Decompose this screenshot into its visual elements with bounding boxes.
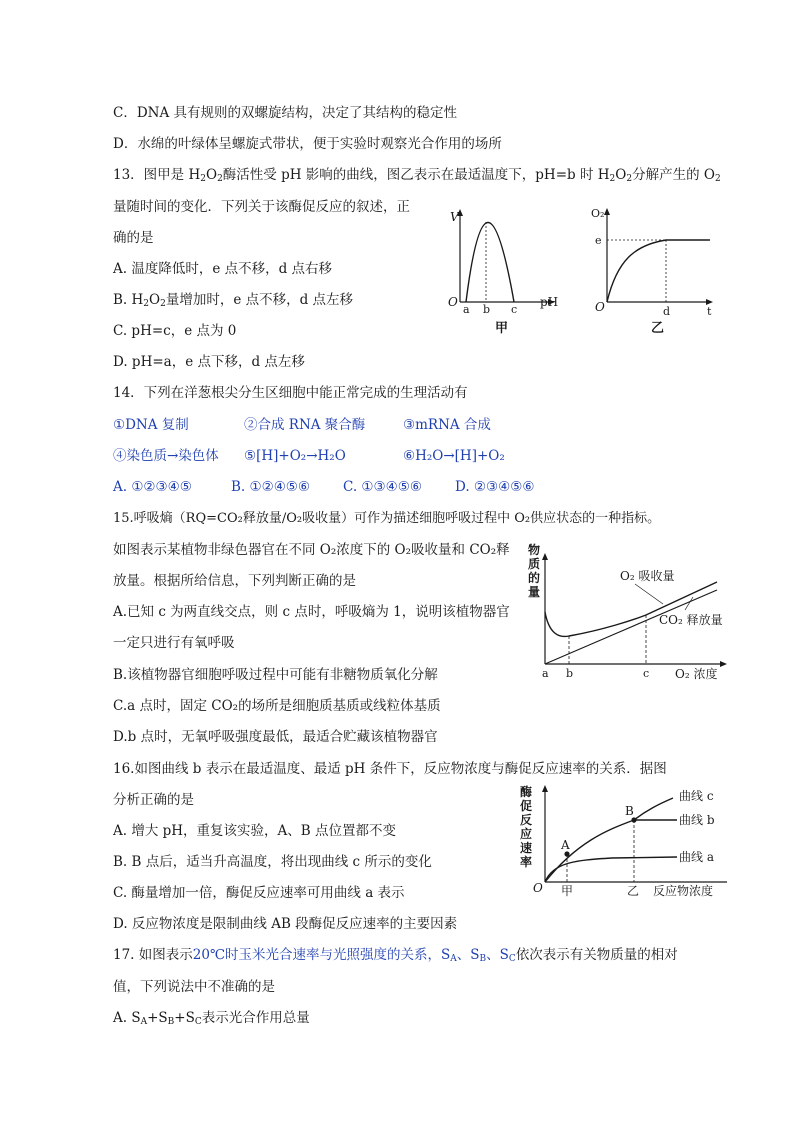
q13-option-d[interactable]: D. pH=a，e 点下移，d 点左移 (113, 354, 305, 370)
figure-q15 (523, 542, 733, 684)
q15-option-c[interactable]: C.a 点时，固定 CO₂的场所是细胞质基质或线粒体基质 (113, 698, 441, 714)
q15-y-label-2: 质 (528, 557, 541, 571)
yi-tick-d: d (663, 305, 671, 318)
q13-option-c[interactable]: C. pH=c，e 点为 0 (113, 323, 237, 339)
q16-y-label-4: 应 (520, 827, 533, 841)
q15-y-label-3: 的 (528, 571, 541, 585)
figure-jia (430, 205, 570, 340)
q16-x-label: 反应物浓度 (653, 884, 714, 898)
q16-y-label-1: 酶 (520, 785, 533, 799)
q14-stem: 14．下列在洋葱根尖分生区细胞中能正常完成的生理活动有 (113, 385, 468, 401)
q14-option-c[interactable]: C. ①③④⑤⑥ (343, 479, 422, 495)
yi-x-label: t (707, 305, 712, 318)
jia-y-label: V (450, 210, 459, 224)
q13-option-b[interactable]: B. $H_2O_2$量增加时，e 点不移，d 点左移 (113, 292, 354, 309)
q16-option-b[interactable]: B. B 点后，适当升高温度，将出现曲线 c 所示的变化 (113, 854, 432, 870)
q14-item-3: ③mRNA 合成 (403, 417, 491, 433)
q16-curve-b-label: 曲线 b (679, 813, 715, 827)
figure-yi (590, 205, 730, 340)
q15-stem-line1: 15.呼吸熵（RQ=CO₂释放量/O₂吸收量）可作为描述细胞呼吸过程中 O₂供应状态的一种指标。 (113, 511, 661, 526)
q14-item-4: ④染色质→染色体 (113, 448, 219, 464)
q15-y-label-4: 量 (528, 585, 541, 599)
figure-q16 (517, 782, 732, 902)
q16-y-label-3: 反 (520, 813, 533, 827)
q15-option-a-line2[interactable]: 一定只进行有氧呼吸 (113, 635, 235, 651)
q13-option-a[interactable]: A. 温度降低时，e 点不移，d 点右移 (113, 261, 333, 277)
q16-point-a: A (561, 838, 570, 852)
q14-item-2: ②合成 RNA 聚合酶 (244, 417, 366, 433)
q16-curve-c-label: 曲线 c (679, 789, 714, 803)
q15-line1-label: O₂ 吸收量 (620, 569, 675, 583)
q17-option-a[interactable]: A. $S_A+S_B+S_C$表示光合作用总量 (113, 1010, 310, 1027)
jia-origin: O (448, 295, 458, 309)
q16-stem-line2: 分析正确的是 (113, 792, 194, 808)
q14-item-5: ⑤[H]+O₂→H₂O (244, 448, 346, 464)
q15-stem-line3: 放量。根据所给信息，下列判断正确的是 (113, 573, 356, 589)
jia-caption: 甲 (495, 321, 509, 336)
q16-y-label-6: 率 (520, 855, 533, 869)
yi-caption: 乙 (651, 321, 665, 336)
q17-stem-line2: 值，下列说法中不准确的是 (113, 979, 275, 995)
q16-origin: O (533, 881, 543, 895)
jia-tick-b: b (483, 303, 491, 316)
yi-tick-e: e (595, 234, 602, 247)
q16-point-b: B (625, 804, 634, 818)
q15-y-label-1: 物 (528, 543, 541, 557)
option-d-prev: D．水绵的叶绿体呈螺旋式带状，便于实验时观察光合作用的场所 (113, 136, 502, 152)
q15-tick-c: c (643, 667, 650, 680)
q16-tick-yi: 乙 (627, 884, 640, 898)
q15-tick-a: a (542, 667, 549, 680)
q15-line2-label: CO₂ 释放量 (659, 613, 723, 627)
q14-option-b[interactable]: B. ①②④⑤⑥ (231, 479, 311, 495)
q17-stem: 17. 如图表示20℃时玉米光合速率与光照强度的关系，$S_A$、$S_B$、$S_C$依次表示有关物质量的相对 (113, 947, 678, 964)
q16-tick-jia: 甲 (561, 884, 574, 898)
q13-stem-line3: 确的是 (113, 230, 154, 246)
q15-option-a-line1[interactable]: A.已知 c 为两直线交点，则 c 点时，呼吸熵为 1，说明该植物器官 (113, 604, 510, 620)
jia-x-label: pH (540, 295, 559, 309)
q14-item-1: ①DNA 复制 (113, 417, 189, 433)
q16-option-c[interactable]: C. 酶量增加一倍，酶促反应速率可用曲线 a 表示 (113, 885, 405, 901)
yi-y-label: O₂ (591, 207, 605, 220)
q14-item-6: ⑥H₂O→[H]+O₂ (403, 448, 505, 464)
q16-y-label-5: 速 (520, 841, 533, 855)
q16-option-a[interactable]: A. 增大 pH，重复该实验，A、B 点位置都不变 (113, 823, 396, 839)
q13-stem: 13．图甲是 $H_2O_2$酶活性受 pH 影响的曲线，图乙表示在最适温度下，pH=b 时 $H_2O_2$分解产生的 $O_2$ (113, 167, 721, 184)
q15-tick-b: b (566, 667, 574, 680)
q16-stem-line1: 16.如图曲线 b 表示在最适温度、最适 pH 条件下，反应物浓度与酶促反应速率的关系．据图 (113, 761, 667, 777)
yi-origin: O (595, 300, 605, 314)
q13-stem-line2: 量随时间的变化．下列关于该酶促反应的叙述，正 (113, 199, 410, 215)
q15-option-b[interactable]: B.该植物器官细胞呼吸过程中可能有非糖物质氧化分解 (113, 667, 438, 683)
option-c-prev: C．DNA 具有规则的双螺旋结构，决定了其结构的稳定性 (113, 105, 458, 121)
q15-stem-line2: 如图表示某植物非绿色器官在不同 O₂浓度下的 O₂吸收量和 CO₂释 (113, 542, 510, 558)
q16-y-label-2: 促 (520, 799, 533, 813)
jia-tick-a: a (463, 303, 470, 316)
q15-option-d[interactable]: D.b 点时，无氧呼吸强度最低，最适合贮藏该植物器官 (113, 729, 438, 745)
q16-option-d[interactable]: D. 反应物浓度是限制曲线 AB 段酶促反应速率的主要因素 (113, 916, 458, 932)
q16-curve-a-label: 曲线 a (679, 850, 714, 864)
q14-option-d[interactable]: D. ②③④⑤⑥ (455, 479, 535, 495)
jia-tick-c: c (511, 303, 518, 316)
q14-option-a[interactable]: A. ①②③④⑤ (113, 479, 192, 495)
q15-x-label: O₂ 浓度 (675, 667, 718, 681)
